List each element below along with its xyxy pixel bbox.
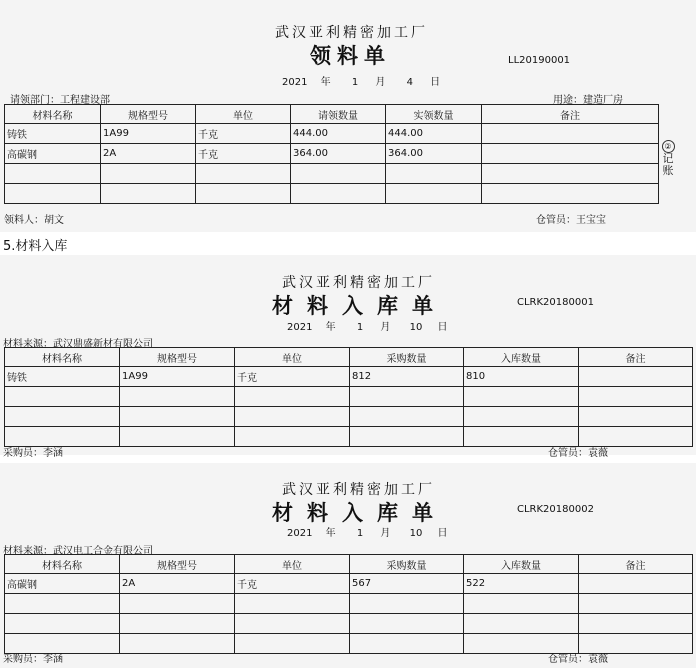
cell: 2A (101, 144, 196, 164)
cell (464, 387, 579, 407)
form-date (282, 73, 440, 88)
cell (482, 124, 659, 144)
cell (464, 407, 579, 427)
table-header-row (5, 105, 659, 124)
cell (482, 144, 659, 164)
date-month-unit: 月 (380, 322, 391, 333)
cell (5, 164, 101, 184)
requisition-table (4, 104, 659, 204)
cell (120, 594, 235, 614)
header-spec-model: 规格型号 (120, 555, 235, 574)
cell (5, 184, 101, 204)
side-char: 账 (662, 164, 674, 177)
date-year-unit: 年 (325, 322, 336, 333)
material-source: 材料来源：武汉电工合金有限公司 (3, 546, 153, 557)
warehouse-keeper: 仓管员：袁薇 (548, 448, 608, 459)
cell (350, 614, 464, 634)
cell (120, 614, 235, 634)
cell (5, 387, 120, 407)
cell (101, 184, 196, 204)
cell (579, 594, 693, 614)
cell (350, 427, 464, 447)
section-heading: 5.材料入库 (3, 239, 68, 254)
cell (120, 634, 235, 654)
cell (196, 164, 291, 184)
header-spec-model: 规格型号 (120, 348, 235, 367)
header-material-name: 材料名称 (5, 105, 101, 124)
cell: 812 (350, 367, 464, 387)
document-number: LL20190001 (508, 55, 571, 66)
cell: 千克 (196, 124, 291, 144)
cell (235, 614, 350, 634)
cell (291, 164, 386, 184)
cell (5, 407, 120, 427)
table-row (5, 144, 659, 164)
date-day-unit: 日 (430, 77, 441, 88)
cell: 810 (464, 367, 579, 387)
table-header-row (5, 555, 693, 574)
company-name: 武汉亚利精密加工厂 (282, 275, 435, 291)
company-name: 武汉亚利精密加工厂 (275, 25, 428, 41)
copy-number-badge: ② (662, 140, 675, 153)
header-remarks: 备注 (579, 555, 693, 574)
cell (350, 594, 464, 614)
table-header-row (5, 348, 693, 367)
date-year-unit: 年 (320, 77, 331, 88)
table-row (5, 164, 659, 184)
form-date (287, 524, 448, 539)
header-remarks: 备注 (579, 348, 693, 367)
cell (579, 367, 693, 387)
cell (464, 594, 579, 614)
cell (386, 164, 482, 184)
date-year-unit: 年 (325, 528, 336, 539)
cell: 364.00 (291, 144, 386, 164)
header-received-qty: 实领数量 (386, 105, 482, 124)
purchaser-signature: 采购员：李涵 (3, 448, 63, 459)
inbound-form-1 (0, 255, 696, 459)
cell (120, 407, 235, 427)
header-inbound-qty: 入库数量 (464, 555, 579, 574)
date-day: 10 (409, 322, 423, 333)
date-year: 2021 (282, 77, 308, 88)
warehouse-keeper: 仓管员：袁薇 (548, 654, 608, 665)
header-unit: 单位 (235, 348, 350, 367)
header-material-name: 材料名称 (5, 348, 120, 367)
cell (482, 184, 659, 204)
cell (350, 407, 464, 427)
table-row (5, 367, 693, 387)
header-spec-model: 规格型号 (101, 105, 196, 124)
inbound-form-2 (0, 463, 696, 668)
cell (386, 184, 482, 204)
document-number: CLRK20180001 (517, 297, 594, 308)
cell: 522 (464, 574, 579, 594)
cell (579, 614, 693, 634)
cell: 1A99 (101, 124, 196, 144)
cell (196, 184, 291, 204)
bookkeeping-copy-marker (661, 140, 675, 177)
cell: 铸铁 (5, 124, 101, 144)
cell (5, 614, 120, 634)
cell: 千克 (235, 367, 350, 387)
date-month-unit: 月 (375, 77, 386, 88)
header-material-name: 材料名称 (5, 555, 120, 574)
cell (579, 407, 693, 427)
date-year: 2021 (287, 528, 313, 539)
table-row (5, 614, 693, 634)
usage-purpose: 用途：建造厂房 (553, 95, 623, 106)
header-unit: 单位 (196, 105, 291, 124)
cell (579, 574, 693, 594)
cell: 千克 (196, 144, 291, 164)
table-row (5, 387, 693, 407)
date-month-unit: 月 (380, 528, 391, 539)
cell (120, 387, 235, 407)
cell (235, 387, 350, 407)
cell: 铸铁 (5, 367, 120, 387)
inbound-table (4, 347, 693, 447)
table-row (5, 407, 693, 427)
form-title: 领料单 (310, 43, 391, 68)
table-row (5, 594, 693, 614)
company-name: 武汉亚利精密加工厂 (282, 482, 435, 498)
cell (464, 614, 579, 634)
cell: 364.00 (386, 144, 482, 164)
header-purchase-qty: 采购数量 (350, 555, 464, 574)
table-row (5, 184, 659, 204)
header-purchase-qty: 采购数量 (350, 348, 464, 367)
form-title: 材料入库单 (272, 500, 447, 525)
cell (482, 164, 659, 184)
table-row (5, 124, 659, 144)
cell (120, 427, 235, 447)
cell (291, 184, 386, 204)
cell: 444.00 (386, 124, 482, 144)
cell (350, 387, 464, 407)
form-date (287, 318, 448, 333)
side-char: 记 (662, 152, 674, 165)
cell: 1A99 (120, 367, 235, 387)
form-title: 材料入库单 (272, 293, 447, 318)
header-requested-qty: 请领数量 (291, 105, 386, 124)
date-day-unit: 日 (437, 528, 448, 539)
warehouse-keeper: 仓管员：王宝宝 (536, 215, 606, 226)
cell (350, 634, 464, 654)
date-day: 10 (409, 528, 423, 539)
cell: 2A (120, 574, 235, 594)
header-inbound-qty: 入库数量 (464, 348, 579, 367)
requesting-department: 请领部门：工程建设部 (10, 95, 110, 106)
inbound-table (4, 554, 693, 654)
requisition-form (0, 0, 696, 232)
cell: 567 (350, 574, 464, 594)
cell (235, 634, 350, 654)
cell (235, 594, 350, 614)
cell: 444.00 (291, 124, 386, 144)
cell (5, 594, 120, 614)
cell (235, 407, 350, 427)
date-month: 1 (351, 77, 359, 88)
cell (235, 427, 350, 447)
document-number: CLRK20180002 (517, 504, 594, 515)
header-unit: 单位 (235, 555, 350, 574)
date-day: 4 (406, 77, 413, 88)
cell: 高碳钢 (5, 574, 120, 594)
purchaser-signature: 采购员：李涵 (3, 654, 63, 665)
date-year: 2021 (287, 322, 313, 333)
table-row (5, 574, 693, 594)
date-month: 1 (356, 528, 364, 539)
cell (101, 164, 196, 184)
cell (579, 387, 693, 407)
receiver-signature: 领料人：胡文 (4, 215, 64, 226)
cell: 千克 (235, 574, 350, 594)
material-source: 材料来源：武汉鼎盛新材有限公司 (3, 339, 153, 350)
header-remarks: 备注 (482, 105, 659, 124)
date-day-unit: 日 (437, 322, 448, 333)
cell: 高碳钢 (5, 144, 101, 164)
date-month: 1 (356, 322, 364, 333)
